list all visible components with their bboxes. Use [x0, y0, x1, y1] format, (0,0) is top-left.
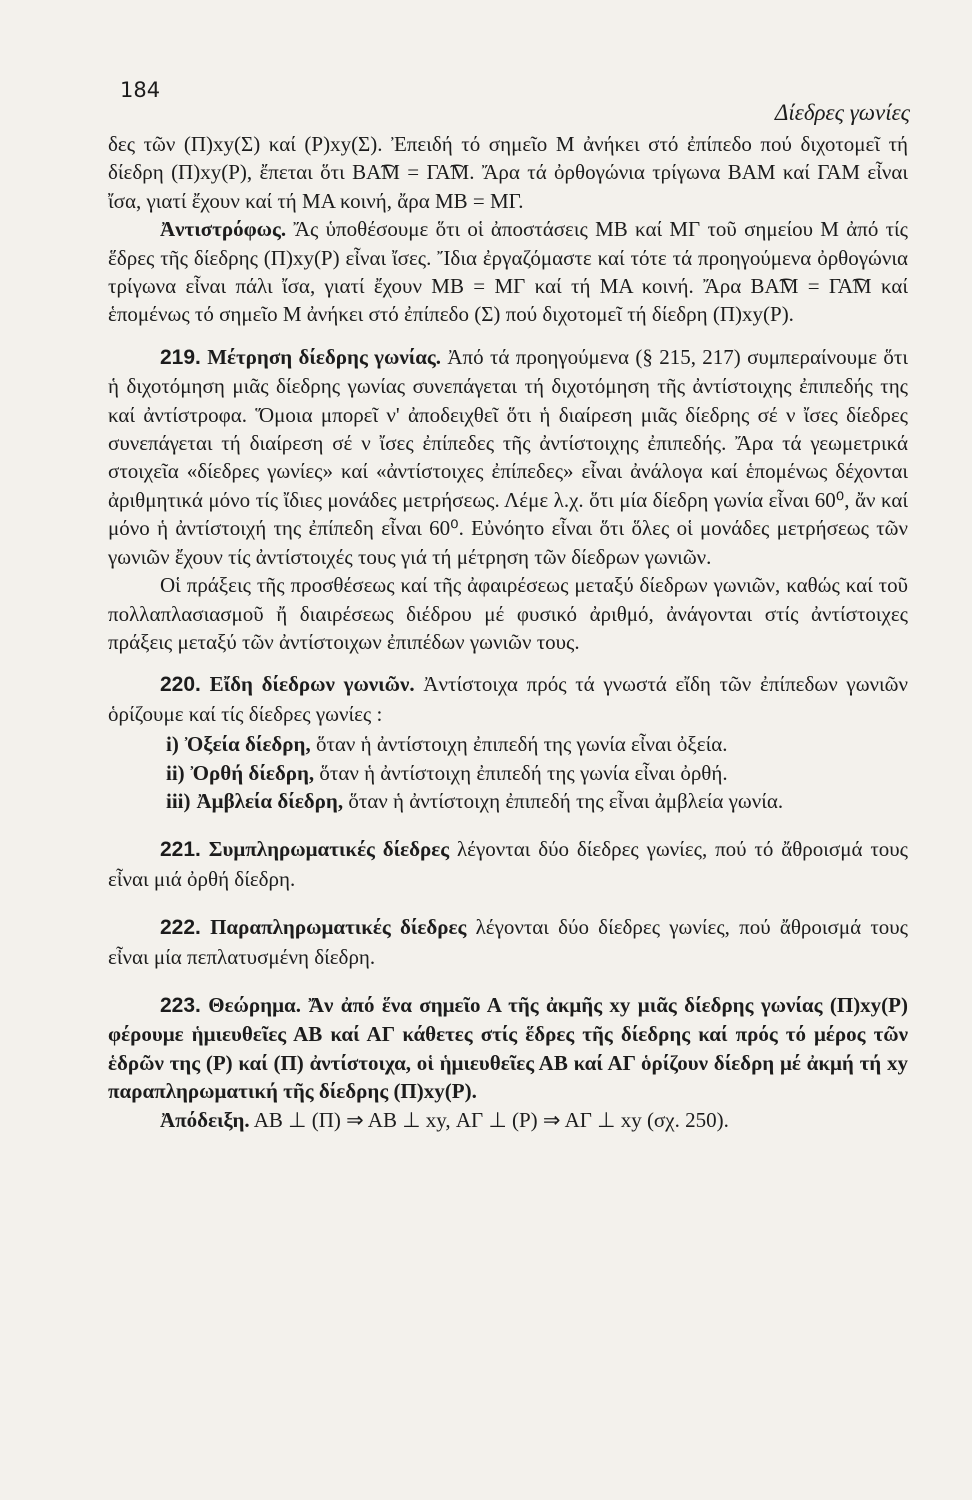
- section-221-text: λέγονται δύο δίεδρες γωνίες, πού τό ἄθροισμά τους εἶναι μιά ὀρθή δίεδρη.: [108, 837, 909, 891]
- converse-heading: Ἀντιστρόφως.: [160, 217, 287, 242]
- section-220-number: 220.: [160, 673, 201, 697]
- dihedral-types-list: [108, 730, 908, 815]
- list-text: ὅταν ἡ ἀντίστοιχη ἐπιπεδή της γωνία εἶναι ὀρθή.: [314, 760, 728, 785]
- list-marker: i): [166, 732, 179, 757]
- proof-heading: Ἀπόδειξη.: [160, 1107, 250, 1132]
- list-marker: ii): [166, 760, 185, 785]
- section-222-heading: Παραπληρωματικές δίεδρες: [200, 915, 467, 940]
- section-219-text: Ἀπό τά προηγούμενα (§ 215, 217) συμπεραίνουμε ὅτι ἡ διχοτόμηση μιᾶς δίεδρης γωνίας συνεπάγεται τή διχοτόμηση τῆς ἀντίστοιχης ἐπιπεδής της καί ἀντίστροφα. Ὅμοια μπορεῖ ν' ἀποδειχθεῖ ὅτι ἡ διαίρεση μιᾶς δίεδρης σέ ν ἴσες δίεδρες συνεπάγεται τή διαίρεση σέ ν ἴσες ἐπίπεδες τῆς ἀντίστοιχης ἐπιπεδής. Ἄρα τά γεωμετρικά στοιχεῖα «δίεδρες γωνίες» καί «ἀντίστοιχες ἐπίπεδες» εἶναι ἀνάλογα καί ἑπομένως δέχονται ἀριθμητικά μόνο τίς ἴδιες μονάδες μετρήσεως. Λέμε λ.χ. ὅτι μία δίεδρη γωνία εἶναι 60⁰, ἄν καί μόνο ἡ ἀντίστοιχή της ἐπίπεδη εἶναι 60⁰. Εὐνόητο εἶναι ὅτι ὅλες οἱ μονάδες μετρήσεως τῶν γωνιῶν ἔχουν τίς ἀντίστοιχές τους γιά τή μέτρηση τῶν δίεδρων γωνιῶν.: [108, 344, 908, 569]
- list-term: Ὀξεία δίεδρη,: [184, 732, 311, 757]
- paragraph-intro: [108, 130, 908, 215]
- proof-paragraph: [108, 1106, 908, 1134]
- proof-text: ΑΒ ⊥ (Π) ⇒ ΑΒ ⊥ xy, ΑΓ ⊥ (Ρ) ⇒ ΑΓ ⊥ xy (σχ. 250).: [249, 1107, 729, 1132]
- section-220: [108, 670, 908, 728]
- section-219-heading: Μέτρηση δίεδρης γωνίας.: [200, 344, 442, 369]
- list-text: ὅταν ἡ ἀντίστοιχη ἐπιπεδή της εἶναι ἀμβλεία γωνία.: [343, 788, 784, 813]
- section-219-text-2: Οἱ πράξεις τῆς προσθέσεως καί τῆς ἀφαιρέσεως μεταξύ δίεδρων γωνιῶν, καθώς καί τοῦ πολλαπλασιασμοῦ ἤ διαιρέσεως διέδρου μέ φυσικό ἀριθμό, ἀνάγονται στίς ἀντίστοιχες πράξεις μεταξύ τῶν ἀντίστοιχων ἐπιπέδων γωνιῶν τους.: [108, 573, 908, 654]
- paragraph-converse: [108, 215, 908, 329]
- running-title: Δίεδρες γωνίες: [774, 100, 910, 125]
- section-223-heading: Θεώρημα.: [200, 992, 301, 1017]
- converse-text: Ἄς ὑποθέσουμε ὅτι οἱ ἀποστάσεις ΜΒ καί ΜΓ τοῦ σημείου Μ ἀπό τίς ἕδρες τῆς δίεδρης (Π)xy(Ρ) εἶναι ἴσες. Ἴδια ἐργαζόμαστε καί τότε τά προηγούμενα ὀρθογώνια τρίγωνα εἶναι πάλι ἴσα, γιατί ἔχουν ΜΒ = ΜΓ καί τή ΜΑ κοινή. Ἄρα ΒΑ͡Μ = ΓΑ͡Μ καί ἑπομένως τό σημεῖο Μ ἀνήκει στό ἐπίπεδο (Σ) πού διχοτομεῖ τή δίεδρη (Π)xy(Ρ).: [108, 217, 908, 327]
- section-223-text: Ἄν ἀπό ἕνα σημεῖο Α τῆς ἀκμῆς xy μιᾶς δίεδρης γωνίας (Π)xy(Ρ) φέρουμε ἡμιευθεῖες ΑΒ καί ΑΓ κάθετες στίς ἕδρες τῆς δίεδρης καί πρός τό μέρος τῶν ἑδρῶν της (Ρ) καί (Π) ἀντίστοιχα, οἱ ἡμιευθεῖες ΑΒ καί ΑΓ ὁρίζουν δίεδρη μέ ἀκμή τή xy παραπληρωματική τῆς δίεδρης (Π)xy(Ρ).: [108, 992, 908, 1104]
- list-marker: iii): [166, 788, 191, 813]
- page-body: [108, 130, 908, 1134]
- section-219-number: 219.: [160, 345, 201, 369]
- section-221-number: 221.: [160, 838, 201, 862]
- section-221-heading: Συμπληρωματικές δίεδρες: [200, 837, 450, 862]
- section-223: [108, 991, 908, 1106]
- list-item: [108, 787, 908, 815]
- list-item: [108, 730, 908, 758]
- section-220-heading: Εἴδη δίεδρων γωνιῶν.: [200, 672, 415, 697]
- section-222: [108, 913, 908, 971]
- section-222-text: λέγονται δύο δίεδρες γωνίες, πού ἄθροισμά τους εἶναι μία πεπλατυσμένη δίεδρη.: [108, 915, 908, 969]
- section-222-number: 222.: [160, 916, 201, 940]
- list-text: ὅταν ἡ ἀντίστοιχη ἐπιπεδή της γωνία εἶναι ὀξεία.: [310, 732, 728, 757]
- section-221: [108, 835, 908, 893]
- section-223-number: 223.: [160, 993, 201, 1017]
- list-term: Ἀμβλεία δίεδρη,: [196, 788, 344, 813]
- page-number: 184: [120, 78, 161, 102]
- intro-text: δες τῶν (Π)xy(Σ) καί (Ρ)xy(Σ). Ἐπειδή τό σημεῖο Μ ἀνήκει στό ἐπίπεδο πού διχοτομεῖ τή δίεδρη (Π)xy(Ρ), ἔπεται ὅτι ΒΑ͡Μ = ΓΑ͡Μ. Ἄρα τά ὀρθογώνια τρίγωνα ΒΑΜ καί ΓΑΜ εἶναι ἴσα, γιατί ἔχουν καί τή ΜΑ κοινή, ἄρα ΜΒ = ΜΓ.: [108, 132, 908, 213]
- section-219-paragraph-2: [108, 571, 908, 656]
- list-item: [108, 759, 908, 787]
- section-220-text: Ἀντίστοιχα πρός τά γνωστά εἴδη τῶν ἐπίπεδων γωνιῶν ὁρίζουμε καί τίς δίεδρες γωνίες :: [108, 672, 908, 726]
- list-term: Ὀρθή δίεδρη,: [190, 760, 315, 785]
- page-header: [120, 78, 910, 125]
- section-219: [108, 343, 908, 571]
